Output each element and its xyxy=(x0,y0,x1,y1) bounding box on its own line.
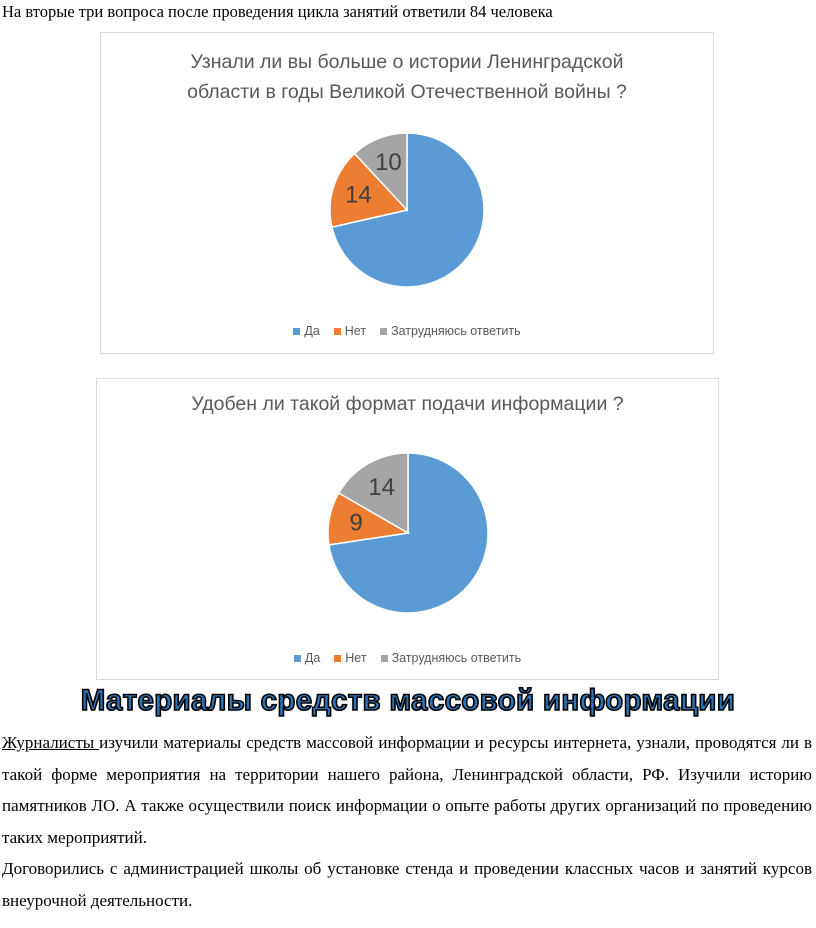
paragraph: Договорились с администрацией школы об установке стенда и проведении классных часов и занятий курсов внеурочной деятельности. xyxy=(2,859,812,910)
legend-label: Нет xyxy=(344,324,367,338)
legend-item-yes xyxy=(294,651,320,665)
data-label-no: 9 xyxy=(349,509,363,537)
legend-item-unsure xyxy=(381,651,522,665)
legend-swatch xyxy=(381,655,388,662)
legend-item-no xyxy=(334,324,366,338)
intro-text: На вторые три вопроса после проведения цикла занятий ответили 84 человека xyxy=(2,2,553,21)
data-label-no: 14 xyxy=(345,181,372,209)
chart-legend xyxy=(97,651,718,665)
data-label-unsure: 14 xyxy=(368,473,395,501)
legend-item-yes xyxy=(293,324,319,338)
chart-title-line2: области в годы Великой Отечественной войны ? xyxy=(187,81,627,103)
section-heading: Материалы средств массовой информации xyxy=(80,684,736,717)
legend-label: Нет xyxy=(345,651,367,665)
legend-swatch xyxy=(334,655,341,662)
legend-label: Затрудняюсь ответить xyxy=(391,324,521,338)
data-label-unsure: 10 xyxy=(375,149,402,177)
paragraph-text: изучили материалы средств массовой информации и ресурсы интернета, узнали, проводятся ли в такой форме мероприятия на территории нашего района, Ленинградской области, РФ. Изучили историю памятников ЛО. А также осуществили поиск информации о опыте работы других организаций по проведению таких мероприятий. xyxy=(2,733,812,847)
legend-swatch xyxy=(294,655,301,662)
legend-label: Да xyxy=(304,324,320,338)
underlined-word: Журналисты xyxy=(2,733,100,752)
chart-format-convenience xyxy=(96,378,719,680)
pie-chart xyxy=(101,33,715,323)
legend-swatch xyxy=(380,328,387,335)
paragraph xyxy=(2,727,812,853)
body-text xyxy=(2,727,812,916)
legend-label: Затрудняюсь ответить xyxy=(391,651,522,665)
legend-swatch xyxy=(334,328,341,335)
legend-swatch xyxy=(293,328,300,335)
chart-learned-history xyxy=(100,32,714,354)
legend-item-no xyxy=(334,651,366,665)
chart-legend xyxy=(101,324,713,338)
legend-label: Да xyxy=(304,651,321,665)
chart-title-line1: Узнали ли вы больше о истории Ленинградской xyxy=(190,51,624,73)
chart-title-line1: Удобен ли такой формат подачи информации ? xyxy=(191,393,624,415)
legend-item-unsure xyxy=(380,324,521,338)
pie-chart xyxy=(97,379,720,649)
